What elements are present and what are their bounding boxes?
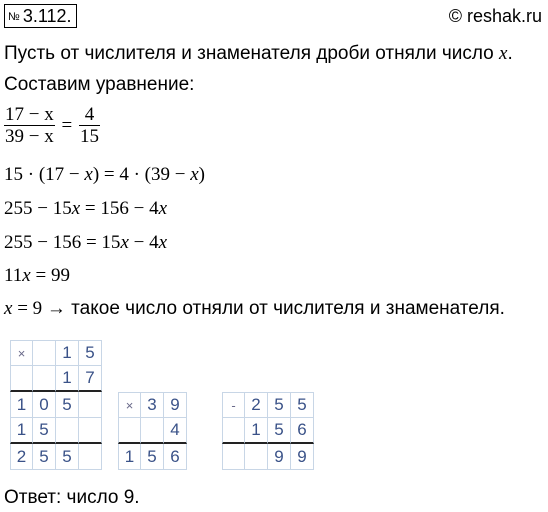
multiply-sign: × — [10, 340, 33, 366]
problem-number-badge — [4, 4, 77, 28]
answer: Ответ: число 9. — [4, 487, 140, 508]
grid-cell: 2 — [245, 392, 268, 418]
grid-cell: 6 — [164, 444, 187, 470]
intro-sentence — [4, 43, 513, 65]
grid-cell: 3 — [141, 392, 164, 418]
intro-end: . — [507, 43, 513, 64]
grid-cell: 9 — [164, 392, 187, 418]
grid-cell — [141, 418, 164, 444]
grid-cell: 5 — [79, 340, 102, 366]
grid-cell: 7 — [79, 366, 102, 392]
grid-cell: 5 — [268, 392, 291, 418]
grid-cell: 5 — [33, 444, 56, 470]
grid-cell: 1 — [56, 366, 79, 392]
equation-line-2: 255 − 15x = 156 − 4x — [4, 198, 168, 219]
grid-cell: 1 — [245, 418, 268, 444]
equation-line-1: 15 · (17 − x) = 4 · (39 − x) — [4, 164, 205, 185]
grid-cell — [118, 418, 141, 444]
right-numerator: 4 — [84, 104, 95, 125]
equation-line-4: 11x = 99 — [4, 265, 70, 286]
grid-cell — [222, 444, 245, 470]
site-copyright: © reshak.ru — [448, 6, 542, 26]
grid-cell: 1 — [118, 444, 141, 470]
intro-variable: x — [499, 43, 508, 64]
grid-cell: 5 — [33, 418, 56, 444]
grid-cell: 9 — [291, 444, 314, 470]
grid-cell: 9 — [268, 444, 291, 470]
multiplication-grid-2 — [118, 392, 187, 470]
grid-cell: 0 — [33, 392, 56, 418]
grid-cell — [222, 418, 245, 444]
left-fraction — [4, 104, 55, 147]
grid-cell — [79, 418, 102, 444]
fraction-equation — [4, 104, 100, 147]
grid-cell — [33, 366, 56, 392]
grid-cell — [79, 444, 102, 470]
right-denominator: 15 — [79, 126, 99, 147]
result-text: такое число отняли от числителя и знаменателя. — [65, 298, 505, 319]
minus-sign: - — [222, 392, 245, 418]
result-equation: x = 9 → — [4, 298, 66, 319]
grid-cell: 5 — [56, 444, 79, 470]
grid-cell: 1 — [10, 418, 33, 444]
equals-sign: = — [61, 114, 73, 136]
problem-number: 3.112. — [22, 5, 72, 26]
grid-cell — [79, 392, 102, 418]
result-line — [4, 298, 505, 320]
left-numerator: 17 − x — [5, 104, 54, 125]
grid-cell — [56, 418, 79, 444]
grid-cell: 5 — [141, 444, 164, 470]
grid-cell: 1 — [10, 392, 33, 418]
left-denominator: 39 − x — [5, 126, 54, 147]
grid-cell — [33, 340, 56, 366]
grid-cell: 5 — [291, 392, 314, 418]
right-fraction — [79, 104, 100, 147]
grid-cell: 1 — [56, 340, 79, 366]
grid-cell: 5 — [56, 392, 79, 418]
grid-cell: 2 — [10, 444, 33, 470]
grid-cell — [10, 366, 33, 392]
multiply-sign: × — [118, 392, 141, 418]
grid-cell: 6 — [291, 418, 314, 444]
intro-text: Пусть от числителя и знаменателя дроби отняли число — [4, 43, 500, 64]
grid-cell — [245, 444, 268, 470]
compose-label: Составим уравнение: — [4, 74, 195, 95]
multiplication-grid-1 — [10, 340, 102, 470]
grid-cell: 4 — [164, 418, 187, 444]
equation-line-3: 255 − 156 = 15x − 4x — [4, 232, 168, 253]
number-sign: № — [8, 11, 20, 23]
grid-cell: 5 — [268, 418, 291, 444]
subtraction-grid — [222, 392, 314, 470]
